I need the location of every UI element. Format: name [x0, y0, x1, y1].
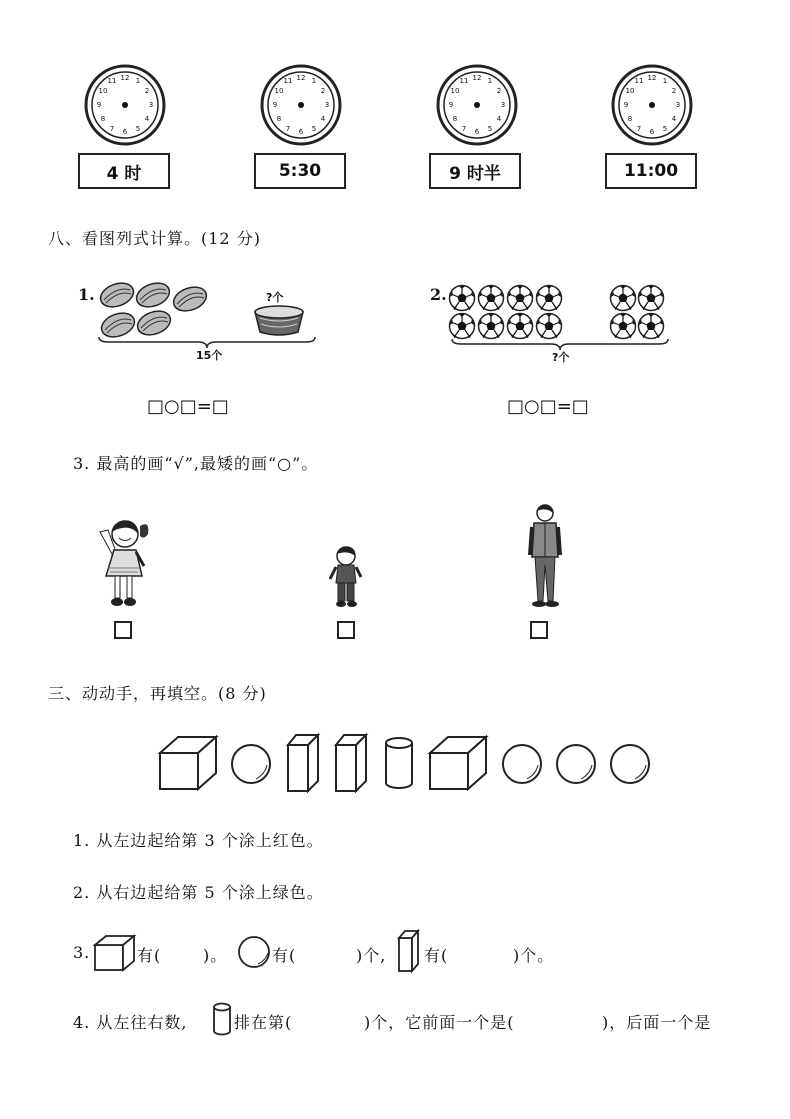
- time-label: 4 时: [106, 163, 142, 184]
- svg-text:11: 11: [459, 77, 469, 85]
- cuboid-icon: [398, 930, 420, 972]
- svg-text:6: 6: [122, 128, 128, 136]
- time-label: 11:00: [623, 161, 679, 181]
- svg-text:4: 4: [496, 115, 502, 123]
- blank-label: )个，它前面一个是(: [364, 1013, 515, 1032]
- time-label: 5:30: [278, 161, 322, 181]
- svg-text:10: 10: [625, 87, 635, 95]
- soccer-ball-group-icon: [448, 283, 668, 341]
- section-8-title: 八、看图列式计算。(12 分): [48, 229, 261, 248]
- question-1-number: 1.: [78, 285, 95, 304]
- time-label-box: [78, 153, 170, 189]
- svg-text:12: 12: [647, 74, 657, 82]
- svg-text:1: 1: [311, 77, 317, 85]
- svg-text:9: 9: [623, 101, 629, 109]
- svg-text:11: 11: [283, 77, 293, 85]
- cube-icon: [430, 737, 486, 789]
- svg-text:9: 9: [448, 101, 454, 109]
- svg-text:5: 5: [487, 125, 493, 133]
- cylinder-icon: [386, 738, 412, 788]
- time-label-box: [254, 153, 346, 189]
- shape-row: [158, 733, 658, 793]
- svg-text:6: 6: [298, 128, 304, 136]
- clock-icon: [260, 64, 342, 146]
- answer-box[interactable]: [530, 621, 548, 639]
- equation-blank[interactable]: □○□=□: [507, 396, 589, 417]
- svg-text:1: 1: [135, 77, 141, 85]
- svg-text:5: 5: [135, 125, 141, 133]
- svg-text:1: 1: [487, 77, 493, 85]
- svg-text:7: 7: [109, 125, 115, 133]
- blank-label: )个,: [356, 946, 387, 965]
- svg-text:10: 10: [450, 87, 460, 95]
- svg-text:10: 10: [98, 87, 108, 95]
- svg-text:2: 2: [320, 87, 326, 95]
- clock-icon: [436, 64, 518, 146]
- svg-text:8: 8: [627, 115, 633, 123]
- svg-text:3: 3: [324, 101, 330, 109]
- svg-text:8: 8: [452, 115, 458, 123]
- unknown-count-label: ?个: [266, 291, 284, 304]
- svg-text:6: 6: [474, 128, 480, 136]
- svg-text:6: 6: [649, 128, 655, 136]
- svg-text:3: 3: [148, 101, 154, 109]
- man-figure: [526, 503, 564, 609]
- item-3-number: 3.: [73, 943, 91, 962]
- svg-text:2: 2: [144, 87, 150, 95]
- answer-box[interactable]: [337, 621, 355, 639]
- sphere-icon: [557, 745, 595, 783]
- svg-text:2: 2: [496, 87, 502, 95]
- svg-text:12: 12: [120, 74, 130, 82]
- blank-label: )。: [203, 946, 228, 965]
- blank-label: 有(: [424, 946, 449, 965]
- svg-text:7: 7: [461, 125, 467, 133]
- cube-icon: [160, 737, 216, 789]
- svg-text:9: 9: [96, 101, 102, 109]
- boy-figure: [328, 545, 364, 609]
- clock-icon: [611, 64, 693, 146]
- svg-text:12: 12: [296, 74, 306, 82]
- cylinder-icon: [212, 1002, 232, 1036]
- svg-text:2: 2: [671, 87, 677, 95]
- cube-icon: [94, 935, 136, 971]
- sphere-icon: [238, 936, 272, 970]
- blank-label: 排在第(: [234, 1013, 293, 1032]
- girl-figure: [92, 512, 154, 610]
- svg-text:11: 11: [634, 77, 644, 85]
- basket-icon: [252, 302, 306, 336]
- svg-text:12: 12: [472, 74, 482, 82]
- svg-text:8: 8: [276, 115, 282, 123]
- sphere-icon: [232, 745, 270, 783]
- cuboid-icon: [288, 735, 318, 791]
- section-3-title: 三、动动手，再填空。(8 分): [48, 684, 267, 703]
- question-2-number: 2.: [430, 285, 447, 304]
- time-label: 9 时半: [449, 163, 501, 184]
- svg-text:7: 7: [636, 125, 642, 133]
- clock-icon: [84, 64, 166, 146]
- svg-text:3: 3: [675, 101, 681, 109]
- svg-text:5: 5: [662, 125, 668, 133]
- blank-label: )，后面一个是: [602, 1013, 712, 1032]
- blank-label: 有(: [137, 946, 162, 965]
- svg-text:3: 3: [500, 101, 506, 109]
- watermelon-group-icon: [98, 282, 218, 340]
- svg-text:11: 11: [107, 77, 117, 85]
- blank-label: 有(: [272, 946, 297, 965]
- blank-label: )个。: [513, 946, 555, 965]
- total-count-label: 15个: [196, 349, 223, 362]
- total-count-label: ?个: [552, 351, 570, 364]
- svg-text:7: 7: [285, 125, 291, 133]
- item-2-text: 2. 从右边起给第 5 个涂上绿色。: [73, 883, 324, 902]
- sphere-icon: [611, 745, 649, 783]
- item-1-text: 1. 从左边起给第 3 个涂上红色。: [73, 831, 324, 850]
- sphere-icon: [503, 745, 541, 783]
- question-3-text: 3. 最高的画“√”,最矮的画“○”。: [73, 454, 319, 473]
- svg-text:4: 4: [144, 115, 150, 123]
- time-label-box: [429, 153, 521, 189]
- answer-box[interactable]: [114, 621, 132, 639]
- svg-text:4: 4: [671, 115, 677, 123]
- svg-text:1: 1: [662, 77, 668, 85]
- svg-text:4: 4: [320, 115, 326, 123]
- equation-blank[interactable]: □○□=□: [147, 396, 229, 417]
- cuboid-icon: [336, 735, 366, 791]
- svg-text:8: 8: [100, 115, 106, 123]
- svg-text:9: 9: [272, 101, 278, 109]
- item-4-text: 4. 从左往右数,: [73, 1013, 188, 1032]
- svg-text:10: 10: [274, 87, 284, 95]
- time-label-box: [605, 153, 697, 189]
- svg-text:5: 5: [311, 125, 317, 133]
